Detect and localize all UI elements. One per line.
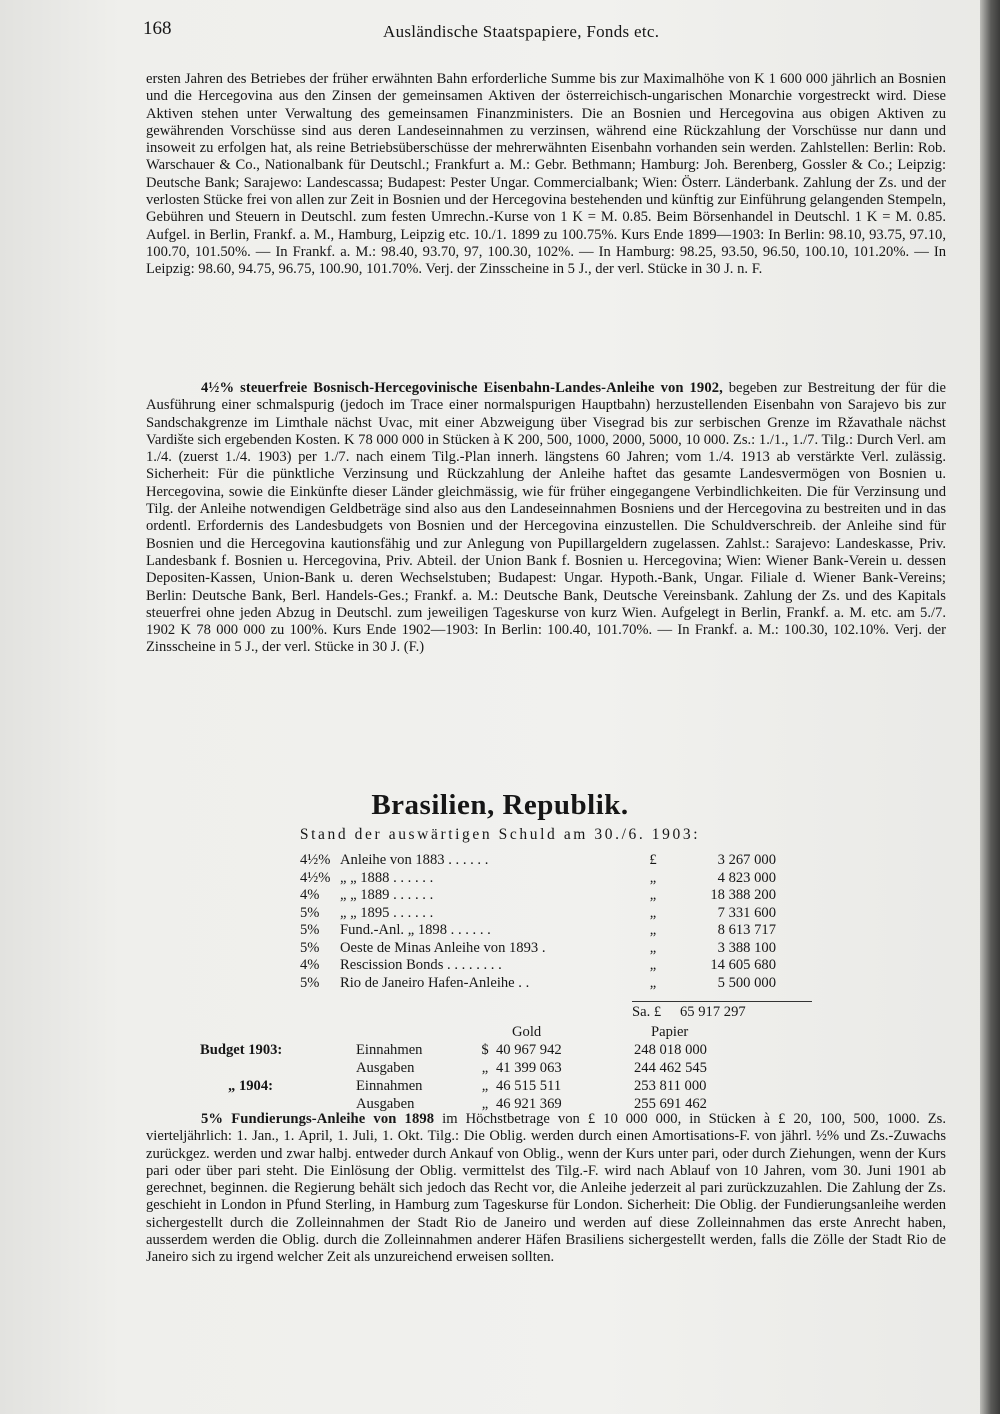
debt-amount: 3 267 000 <box>717 852 776 868</box>
debt-row <box>300 957 800 975</box>
loan-description-bosnia-1902: begeben zur Bestreitung der für die Ausführung einer schmalspurig (jedoch im Trace einer normalspurigen Hauptbahn) herzustellenden Eisenbahn von Sarajevo bis zur Sandschakgrenze im Limthale nächst Uvac, mit einer Abzweigung über Visegrad bis zur serbischen Grenze im Ržavathale nächst Vardište sich ergebenden Kosten. K 78 000 000 in Stücken à K 200, 500, 1000, 2000, 5000, 10 000. Zs.: 1./1., 1./7. Tilg.: Durch Verl. am 1./4. (zuerst 1./4. 1903) per 1./7. nach einem Tilg.-Plan innerh. längstens 60 Jahren; vom 1./4. 1913 ab verstärkte Verl. zulässig. Sicherheit: Für die pünktliche Verzinsung und Rückzahlung der Anleihe haftet das gesamte Landesvermögen von Bosnien u. Hercegovina, sowie die Einkünfte dieser Länder gleichmässig, wie für früher eingegangene Verbindlichkeiten. Die für Verzinsung und Tilg. der Anleihe notwendigen Geldbeträge sind also aus den Landeseinnahmen Bosniens und der Hercegovina zu bestreiten und in das ordentl. Erfordernis des Landesbudgets von Bosnien und der Hercegovina einzustellen. Die Schuldverschreib. der Anleihe sind für Bosnien und die Hercegovina kautionsfähig und zur Anlegung von Pupillargeldern zugelassen. Zahlst.: Sarajevo: Landeskasse, Priv. Landesbank f. Bosnien u. Hercegovina, Priv. Abteil. der Union Bank f. Bosnien u. Hercegovina; Wien: Wiener Bank-Verein u. dessen Depositen-Kassen, Union-Bank u. deren Wechselstuben; Budapest: Ungar. Hypoth.-Bank, Ungar. Filiale d. Wiener Bank-Vereins; Berlin: Deutsche Bank, Berl. Handels-Ges.; Frankf. a. M.: Deutsche Bank, Deutsche Vereinsbank. Zahlung der Zs. und des Kapitals steuerfrei ohne jeden Abzug in Deutschl. zum jeweiligen Tageskurse von kurz Wien. Aufgelegt in Berlin, Frankf. a. M. etc. am 5./7. 1902 K 78 000 000 zu 100%. Kurs Ende 1902—1903: In Berlin: 100.40, 101.70%. — In Frankf. a. M.: 100.30, 102.10%. Verj. der Zinsscheine in 5 J., der verl. Stücke in 30 J. (F.) <box>146 380 946 656</box>
debt-row <box>300 852 800 870</box>
debt-row <box>300 870 800 888</box>
budget-paper: 253 811 000 <box>634 1078 707 1094</box>
debt-amount: 4 823 000 <box>717 869 776 886</box>
debt-name: Oeste de Minas Anleihe von 1893 . <box>340 939 546 956</box>
budget-gold: 40 967 942 <box>496 1042 562 1058</box>
debt-amount: 5 500 000 <box>717 974 776 991</box>
debt-row <box>300 940 800 958</box>
budget-currency: „ <box>481 1078 489 1094</box>
page-number: 168 <box>143 18 172 39</box>
debt-rate: 4½% <box>300 869 331 886</box>
loan-title-funding-1898: 5% Fundierungs-Anleihe von 1898 <box>201 1111 435 1127</box>
debt-name: Rescission Bonds . . . . . . . . <box>340 957 502 973</box>
budget-row <box>0 1042 1000 1060</box>
debt-amount: 14 605 680 <box>710 957 776 973</box>
budget-paper: 248 018 000 <box>634 1042 707 1058</box>
debt-currency: „ <box>649 974 657 991</box>
debt-row <box>300 975 800 993</box>
budget-gold: 41 399 063 <box>496 1060 562 1076</box>
debt-currency: £ <box>649 852 657 868</box>
debt-amount: 8 613 717 <box>717 922 776 938</box>
section-heading-brasilien: Brasilien, Republik. <box>371 789 629 821</box>
section-subheading-debt-status: Stand der auswärtigen Schuld am 30./6. 1903: <box>299 826 701 843</box>
debt-rate: 4% <box>300 957 320 973</box>
debt-row <box>300 905 800 923</box>
debt-sum-label: Sa. £ <box>632 1004 662 1020</box>
debt-currency: „ <box>649 922 657 938</box>
loan-title-bosnia-1902: 4½% steuerfreie Bosnisch-Hercegovinische Eisenbahn-Landes-Anleihe von 1902, <box>201 380 723 396</box>
debt-name: „ „ 1888 . . . . . . <box>340 869 434 886</box>
debt-rate: 4% <box>300 887 320 903</box>
debt-currency: „ <box>649 887 657 903</box>
budget-row <box>0 1078 1000 1096</box>
debt-rate: 5% <box>300 974 320 991</box>
budget-gold: 46 515 511 <box>496 1078 562 1094</box>
debt-rate: 4½% <box>300 852 331 868</box>
debt-currency: „ <box>649 904 657 921</box>
budget-type: Ausgaben <box>356 1060 415 1076</box>
debt-row <box>300 887 800 905</box>
loan-description-funding-1898: im Höchstbetrage von £ 10 000 000, in Stücken à £ 20, 100, 500, 1000. Zs. vierteljährlich: 1. Jan., 1. April, 1. Juli, 1. Okt. Tilg.: Die Oblig. werden durch einen Amortisations-F. von jährl. ½% und Zs.-Zuwachs zurückgez. werden und zwar halbj. entweder durch Ankauf von Oblig., wenn der Kurs unter pari, oder durch Ziehungen, wenn der Kurs pari oder über pari steht. Die Einlösung der Oblig. vermittelst des Tilg.-F. wird nach Ablauf von 10 Jahren, vom 30. Juni 1901 ab gerechnet, beginnen. die Regierung behält sich jedoch das Recht vor, die Anleihe jederzeit al pari zurückzuzahlen. Die Zahlung der Zs. geschieht in London in Pfund Sterling, in Hamburg zum Tageskurse für London. Sicherheit: Die Oblig. der Fundierungsanleihe werden sichergestellt durch die Zolleinnahmen der Stadt Rio de Janeiro und werden auf diese Zolleinnahmen das erste Anrecht haben, ausserdem werden die Oblig. durch die Zolleinnahmen anderer Häfen Brasiliens sichergestellt werden, falls die Zölle der Stadt Rio de Janeiro sich zu irgend welcher Zeit als unzureichend erweisen sollten. <box>146 1111 946 1266</box>
budget-paper: 244 462 545 <box>634 1060 707 1076</box>
budget-type: Ausgaben <box>356 1096 415 1112</box>
debt-name: Fund.-Anl. „ 1898 . . . . . . <box>340 922 491 938</box>
budget-row <box>0 1060 1000 1078</box>
budget-paper: 255 691 462 <box>634 1096 707 1112</box>
debt-rate: 5% <box>300 904 320 921</box>
paragraph-bosnia-1902-loan <box>146 380 946 657</box>
paragraph-bosnia-loan-continuation: ersten Jahren des Betriebes der früher erwähnten Bahn erforderliche Summe bis zur Maximalhöhe von K 1 600 000 jährlich an Bosnien und die Hercegovina aus den Zinsen der gemeinsamen Aktiven der österreichisch-ungarischen Monarchie vorgestreckt wird. Diese Aktiven stehen unter Verwaltung des gemeinsamen Finanzministers. Die an Bosnien und Hercegovina aus obigen Aktiven zu gewährenden Vorschüsse sind aus deren Landeseinnahmen zu verzinsen, während eine Rückzahlung der Vorschüsse nur dann und insoweit zu erfolgen hat, als reine Betriebsüberschüsse der mehrerwähnten Eisenbahn vorhanden sein werden. Zahlstellen: Berlin: Rob. Warschauer & Co., Nationalbank für Deutschl.; Frankfurt a. M.: Gebr. Bethmann; Hamburg: Joh. Berenberg, Gossler & Co.; Leipzig: Deutsche Bank; Sarajewo: Landescassa; Budapest: Pester Ungar. Commercialbank; Wien: Österr. Länderbank. Zahlung der Zs. und der verlosten Stücke frei von allen zur Zeit in Bosnien und der Hercegovina bestehenden und künftig zur Einführung gelangenden Stempeln, Gebühren und Steuern in Deutschl. zum festen Umrechn.-Kurse von 1 K = M. 0.85. Beim Börsenhandel in Deutschl. 1 K = M. 0.85. Aufgel. in Berlin, Frankf. a. M., Hamburg, Leipzig etc. 10./1. 1899 zu 100.75%. Kurs Ende 1899—1903: In Berlin: 98.10, 93.75, 97.10, 100.70, 101.50%. — In Frankf. a. M.: 98.40, 93.70, 97, 100.30, 102%. — In Hamburg: 98.25, 93.50, 96.50, 100.10, 101.20%. — In Leipzig: 98.60, 94.75, 96.75, 100.90, 101.70%. Verj. der Zinsscheine in 5 J., der verl. Stücke in 30 J. n. F. <box>146 71 946 278</box>
debt-amount: 3 388 100 <box>717 939 776 956</box>
debt-name: „ „ 1895 . . . . . . <box>340 904 434 921</box>
budget-type: Einnahmen <box>356 1078 423 1094</box>
debt-row <box>300 922 800 940</box>
page-binding-shadow <box>980 0 1000 1414</box>
debt-amount: 7 331 600 <box>717 904 776 921</box>
budget-currency: „ <box>481 1096 489 1112</box>
debt-currency: „ <box>649 869 657 886</box>
debt-currency: „ <box>649 939 657 956</box>
debt-amount: 18 388 200 <box>710 887 776 903</box>
paragraph-funding-loan-1898 <box>146 1111 946 1267</box>
debt-name: „ „ 1889 . . . . . . <box>340 887 434 903</box>
running-title: Ausländische Staatspapiere, Fonds etc. <box>383 22 660 41</box>
budget-currency: $ <box>481 1042 489 1058</box>
debt-currency: „ <box>649 957 657 973</box>
debt-name: Anleihe von 1883 . . . . . . <box>340 852 489 868</box>
page-header <box>143 18 953 52</box>
debt-rate: 5% <box>300 939 320 956</box>
budget-gold: 46 921 369 <box>496 1096 562 1112</box>
debt-sum-amount: 65 917 297 <box>680 1004 746 1020</box>
budget-column-gold: Gold <box>512 1024 542 1040</box>
budget-currency: „ <box>481 1060 489 1076</box>
budget-type: Einnahmen <box>356 1042 423 1058</box>
budget-column-paper: Papier <box>651 1024 689 1040</box>
debt-rate: 5% <box>300 922 320 938</box>
debt-name: Rio de Janeiro Hafen-Anleihe . . <box>340 974 530 991</box>
budget-year-label: „ 1904: <box>228 1078 273 1094</box>
foreign-debt-table <box>300 852 800 992</box>
budget-year-label: Budget 1903: <box>200 1042 283 1058</box>
sum-rule <box>632 1001 812 1002</box>
